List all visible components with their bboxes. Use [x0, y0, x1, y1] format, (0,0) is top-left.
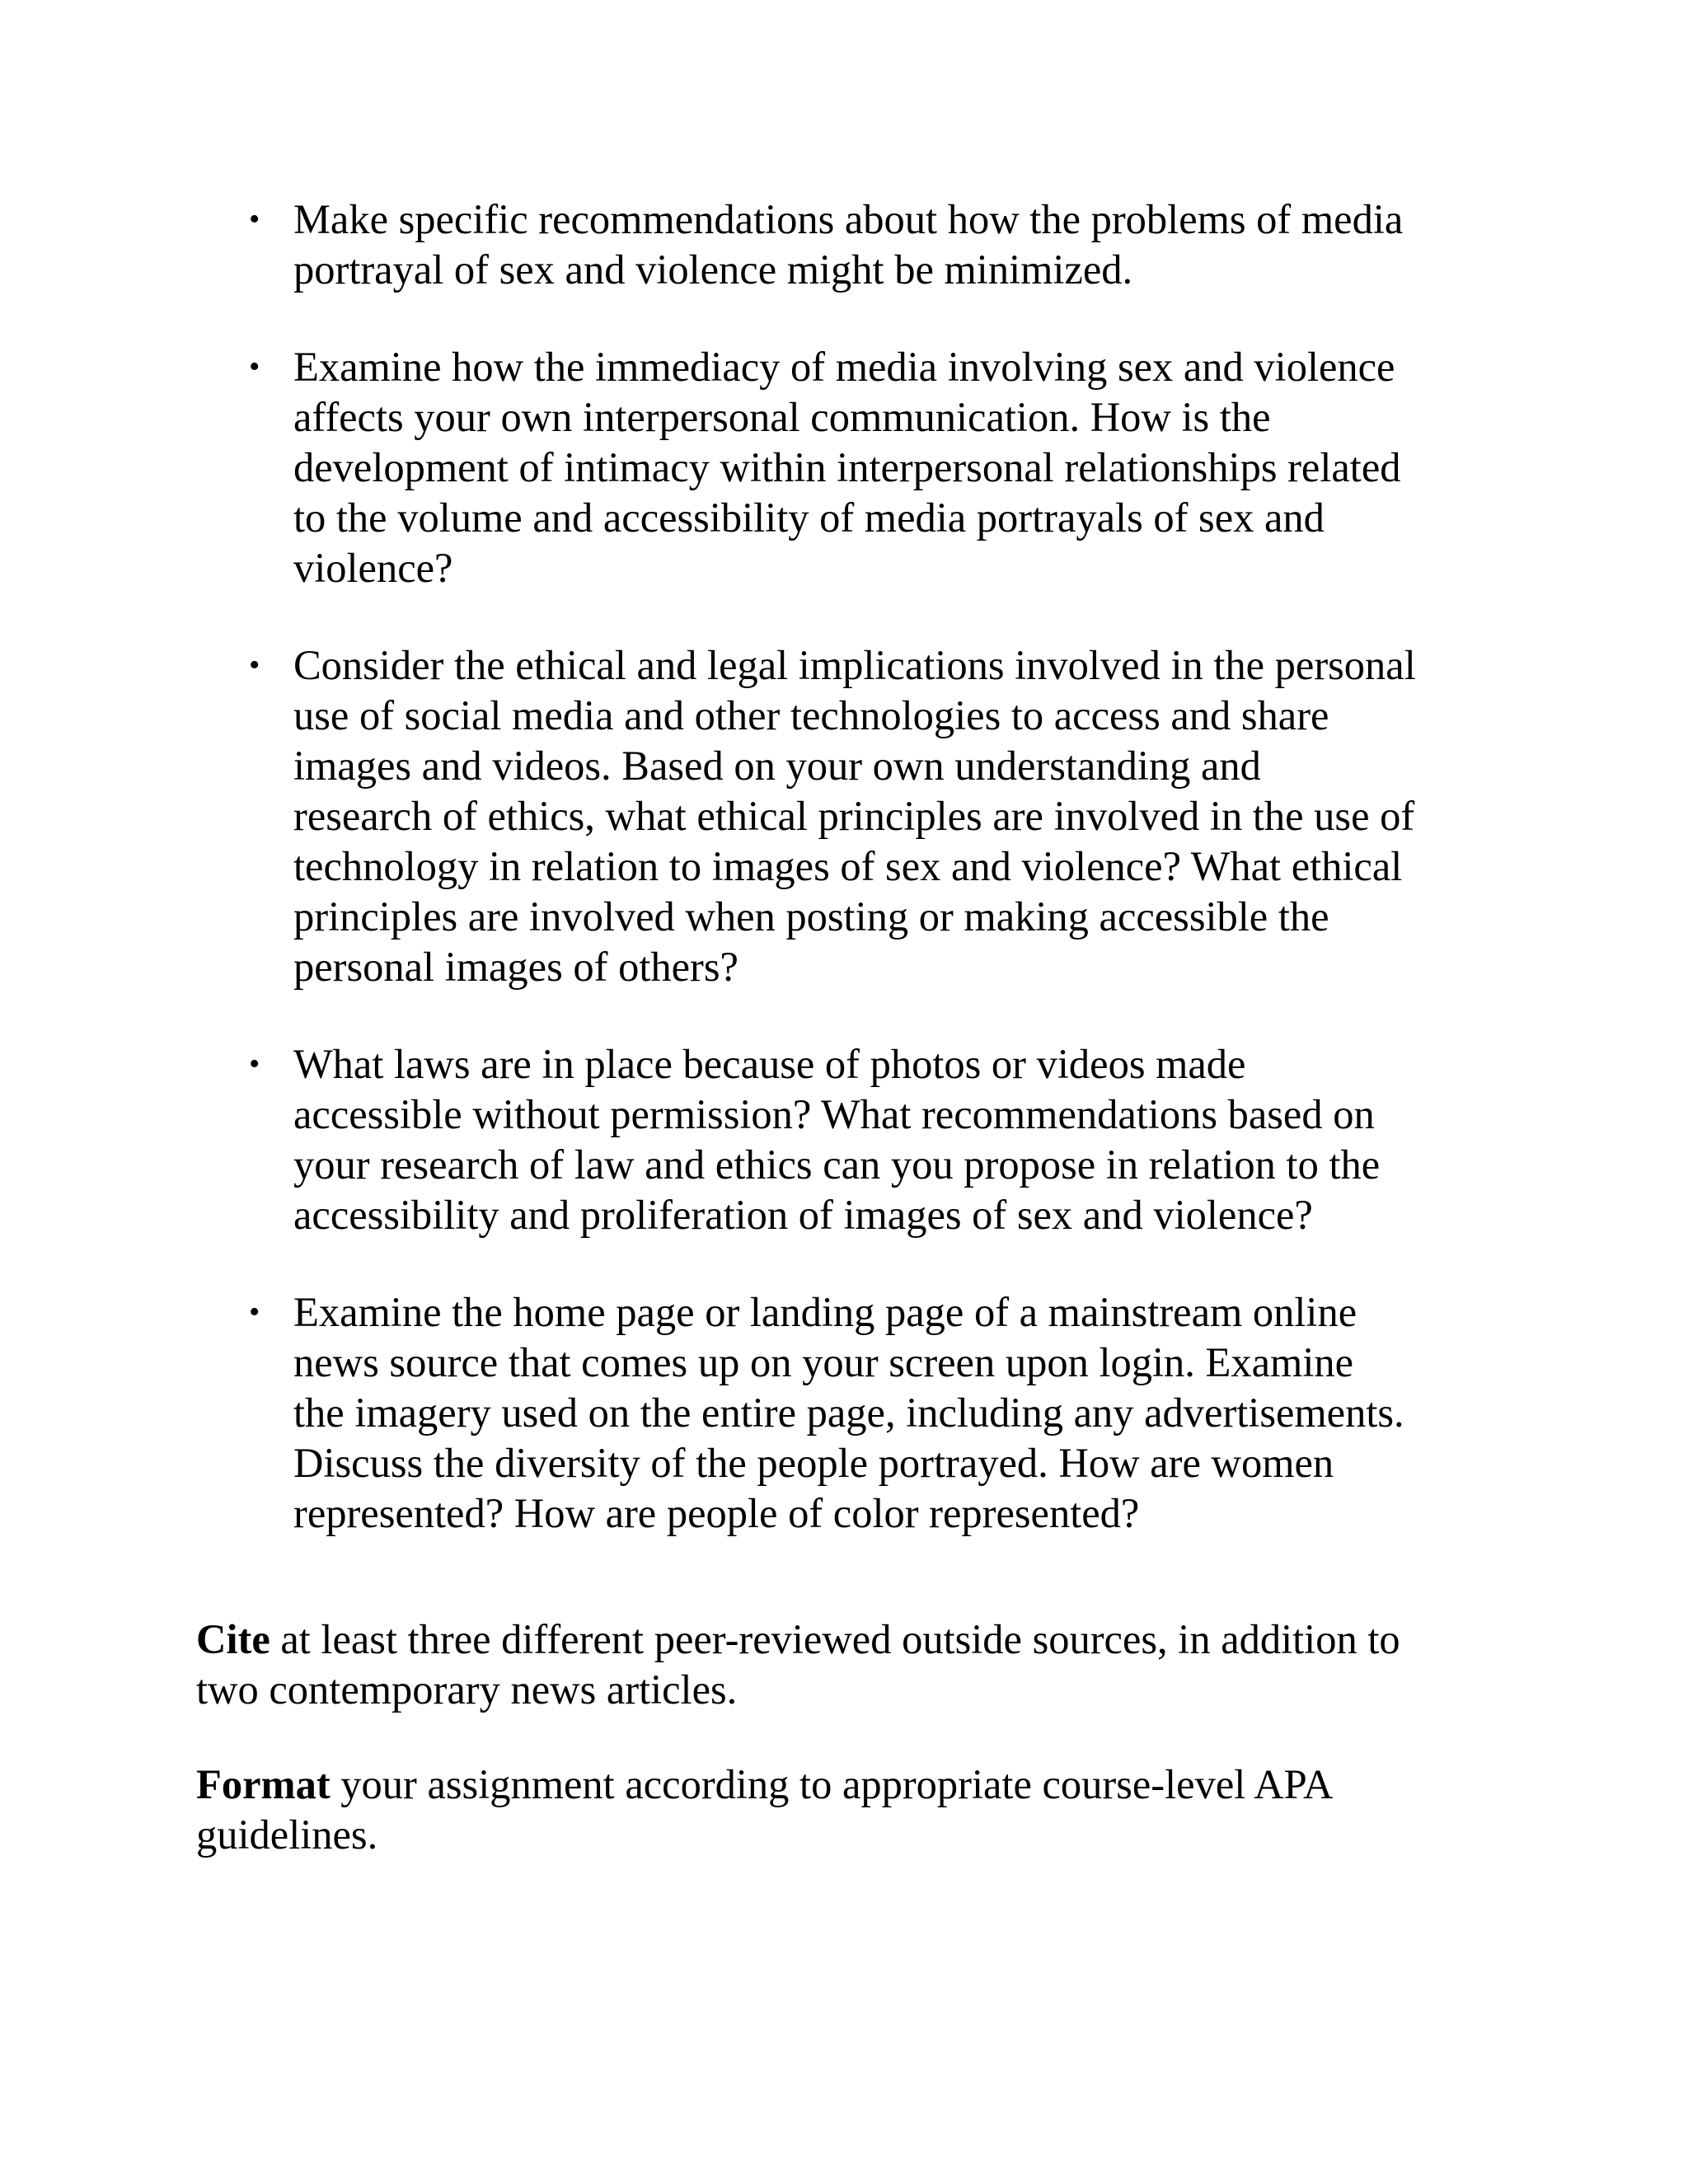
cite-instruction — [196, 1615, 1548, 1715]
bullet-icon: • — [249, 1047, 260, 1081]
list-item-text: Examine how the immediacy of media involving sex and violence affects your own interpersonal communication. How is the development of intimacy within interpersonal relationships related to the volume and accessibility of media portrayals of sex and violence? — [293, 344, 1401, 591]
bullet-icon: • — [249, 202, 260, 237]
cite-lead: Cite — [196, 1615, 270, 1662]
list-item — [196, 1039, 1515, 1240]
cite-text: at least three different peer-reviewed outside sources, in addition to two contemporary news articles. — [196, 1615, 1400, 1713]
list-item — [196, 1287, 1515, 1539]
list-item-text: What laws are in place because of photos or videos made accessible without permission? What recommendations based on your research of law and ethics can you propose in relation to the accessibility and proliferation of images of sex and violence? — [293, 1041, 1381, 1238]
bullet-icon: • — [249, 349, 260, 384]
list-item — [196, 342, 1515, 593]
bullet-icon: • — [249, 648, 260, 682]
list-item-text: Make specific recommendations about how the problems of media portrayal of sex and violence might be minimized. — [293, 196, 1404, 293]
question-list — [196, 194, 1515, 1586]
bullet-icon: • — [249, 1295, 260, 1329]
format-lead: Format — [196, 1760, 331, 1807]
list-item-text: Examine the home page or landing page of a mainstream online news source that comes up on your screen upon login. Examine the imagery used on the entire page, including any advertisements. Discuss the diversity of the people portrayed. How are women represented? How are people of color represented? — [293, 1289, 1404, 1536]
format-instruction — [196, 1760, 1548, 1860]
format-text: your assignment according to appropriate course-level APA guidelines. — [196, 1760, 1334, 1858]
list-item — [196, 640, 1515, 992]
list-item — [196, 194, 1515, 295]
list-item-text: Consider the ethical and legal implications involved in the personal use of social media and other technologies to access and share images and videos. Based on your own understanding and research of ethics, what ethical principles are involved in the use of technology in relation to images of sex and violence? What ethical principles are involved when posting or making accessible the personal images of others? — [293, 642, 1416, 990]
